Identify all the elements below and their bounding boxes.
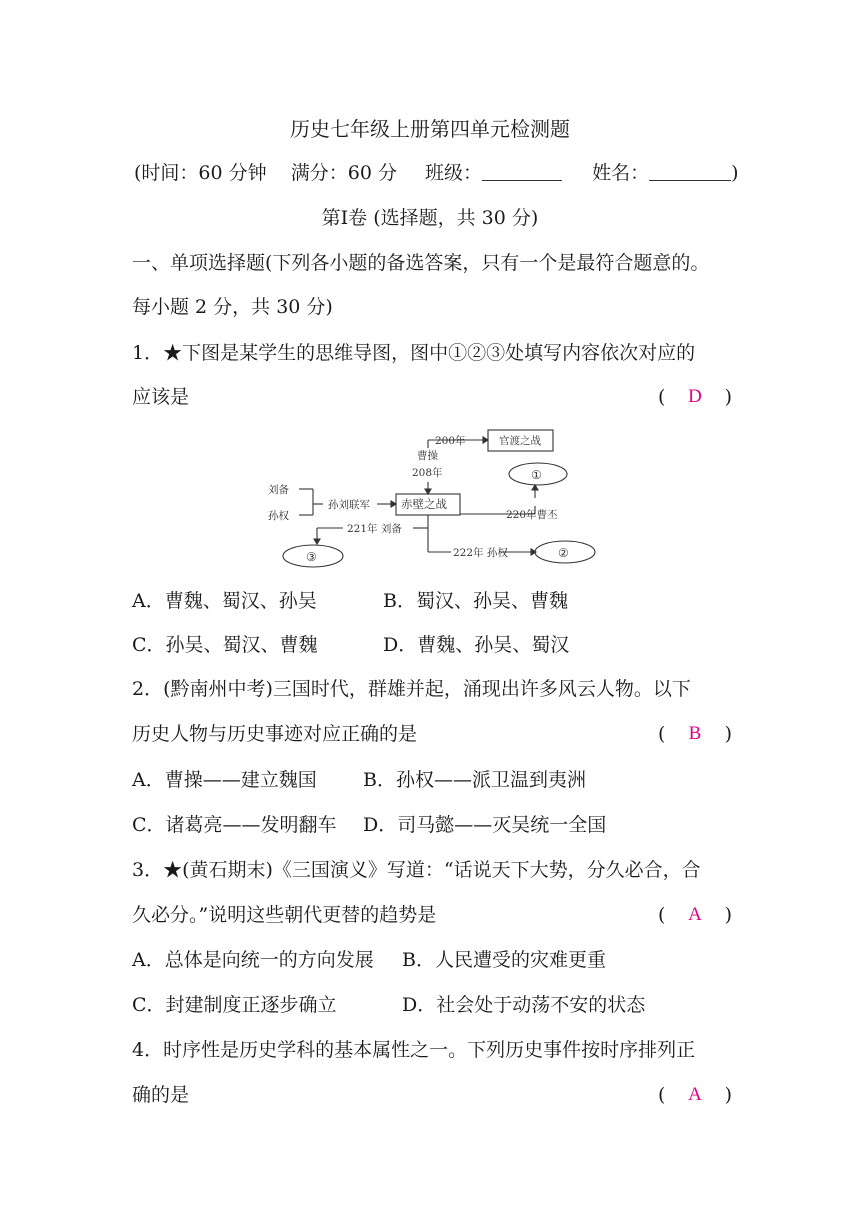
label-caocao: 曹操 <box>417 450 438 462</box>
question-1-line-1: 1．★下图是某学生的思维导图，图中①②③处填写内容依次对应的 <box>132 342 696 364</box>
question-3-answer: A <box>688 904 702 925</box>
exam-page: 历史七年级上册第四单元检测题 (时间：60 分钟 满分：60 分 班级： 姓名： ) 第Ⅰ卷 (选择题，共 30 分) 一、单项选择题(下列各小题的备选答案，只有一个是最符合题意的。 每小题 2 分，共 30 分) 1．★下图是某学生的思维导图，图中①②③处填写内容依次对应的 应该是 ( D ) 200年 官渡之战 曹操 208年 赤壁之战 刘备 孙权 孙刘联军 ① 220年曹丕 221年 刘备 ③ 222年 孙权 ② A．曹魏、蜀汉、孙吴 B．蜀汉、孙吴、曹魏 C．孙吴、蜀汉、曹魏 D．曹魏、孙吴、蜀汉 2．(黔南州中考)三国时代，群雄并起，涌现出许多风云人物。以下 历史人物与历史事迹对应正确的是 ( B ) A．曹操——建立魏国 B．孙权——派卫温到夷洲 C．诸葛亮——发明翻车 D．司马懿——灭吴统一全国 3．★(黄石期末)《三国演义》写道：“话说天下大势，分久必合，合 久必分。”说明这些朝代更替的趋势是 ( A ) A．总体是向统一的方向发展 B．人民遭受的灾难更重 C．封建制度正逐步确立 D．社会处于动荡不安的状态 4．时序性是历史学科的基本属性之一。下列历史事件按时序排列正 确的是 ( A ) <box>132 117 739 1106</box>
label-liubei-221: 221年 刘备 <box>347 523 402 535</box>
question-3-option-a[interactable]: A．总体是向统一的方向发展 <box>132 949 374 971</box>
time-info: (时间：60 分钟 <box>134 162 267 184</box>
question-2-answer: B <box>688 723 702 744</box>
label-year-200: 200年 <box>435 435 466 447</box>
label-circle-2: ② <box>558 546 569 560</box>
question-2-option-a[interactable]: A．曹操——建立魏国 <box>132 769 317 791</box>
question-1-option-b[interactable]: B．蜀汉、孙吴、曹魏 <box>383 590 568 612</box>
name-blank[interactable] <box>649 160 731 181</box>
label-circle-1: ① <box>531 468 542 482</box>
question-3-line-1: 3．★(黄石期末)《三国演义》写道：“话说天下大势，分久必合，合 <box>132 859 701 881</box>
question-2-option-d[interactable]: D．司马懿——灭吴统一全国 <box>363 814 607 836</box>
label-alliance: 孙刘联军 <box>328 499 370 511</box>
question-1-answer: D <box>688 386 702 407</box>
question-2-line-1: 2．(黔南州中考)三国时代，群雄并起，涌现出许多风云人物。以下 <box>132 678 691 700</box>
question-1-option-d[interactable]: D．曹魏、孙吴、蜀汉 <box>383 634 570 656</box>
label-guandu: 官渡之战 <box>499 435 541 447</box>
label-liubei: 刘备 <box>268 484 289 496</box>
instructions-line-2: 每小题 2 分，共 30 分) <box>132 296 333 318</box>
name-label: 姓名： <box>592 162 650 184</box>
label-chibi: 赤壁之战 <box>401 497 447 511</box>
score-info: 满分：60 分 <box>290 162 397 184</box>
question-2-line-2: 历史人物与历史事迹对应正确的是 <box>132 723 418 745</box>
question-4-answer: A <box>688 1084 702 1105</box>
class-label: 班级： <box>425 162 483 184</box>
question-1-option-a[interactable]: A．曹魏、蜀汉、孙吴 <box>132 590 317 612</box>
class-blank[interactable] <box>482 160 562 181</box>
question-3-option-b[interactable]: B．人民遭受的灾难更重 <box>402 949 606 971</box>
section-title: 第Ⅰ卷 (选择题，共 30 分) <box>321 207 539 229</box>
question-3-line-2: 久必分。”说明这些朝代更替的趋势是 <box>132 904 437 926</box>
question-2-option-b[interactable]: B．孙权——派卫温到夷洲 <box>363 769 586 791</box>
instructions-line-1: 一、单项选择题(下列各小题的备选答案，只有一个是最符合题意的。 <box>132 252 710 274</box>
label-sunquan: 孙权 <box>268 510 289 522</box>
question-4-line-2: 确的是 <box>132 1084 190 1106</box>
info-close-paren: ) <box>731 162 739 184</box>
label-year-208: 208年 <box>412 467 443 479</box>
question-1-line-2: 应该是 <box>132 386 190 408</box>
question-4-line-1: 4．时序性是历史学科的基本属性之一。下列历史事件按时序排列正 <box>132 1039 696 1061</box>
exam-info-line <box>134 160 739 186</box>
question-3-option-c[interactable]: C．封建制度正逐步确立 <box>132 994 337 1016</box>
mind-map-diagram <box>255 420 605 580</box>
page-title: 历史七年级上册第四单元检测题 <box>290 117 570 141</box>
label-caopi-220: 220年曹丕 <box>506 509 558 521</box>
question-2-option-c[interactable]: C．诸葛亮——发明翻车 <box>132 814 337 836</box>
question-3-option-d[interactable]: D．社会处于动荡不安的状态 <box>402 994 646 1016</box>
question-1-option-c[interactable]: C．孙吴、蜀汉、曹魏 <box>132 634 318 656</box>
label-circle-3: ③ <box>306 550 317 564</box>
label-sunquan-222: 222年 孙权 <box>453 547 508 559</box>
